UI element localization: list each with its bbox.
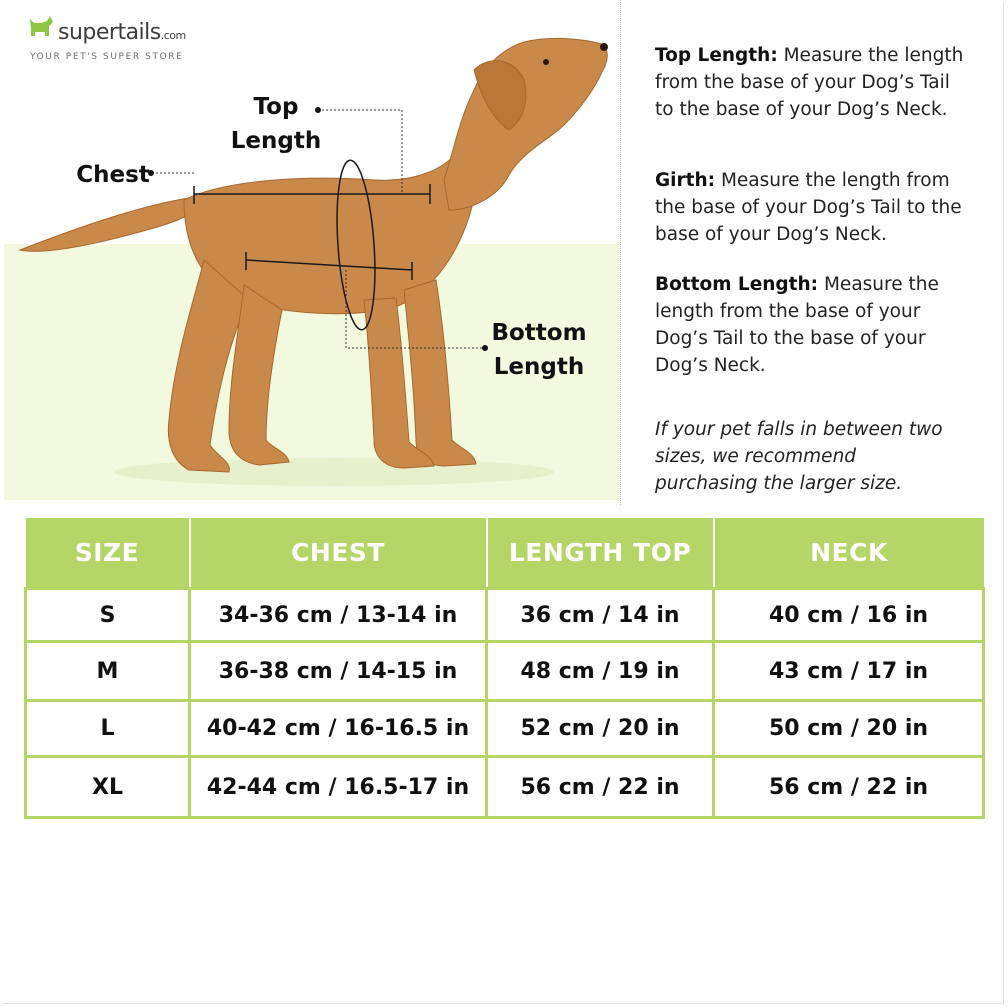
length-top-cell: 48 cm / 19 in [487,642,714,701]
length-top-cell: 56 cm / 22 in [487,757,714,818]
table-row [26,757,984,818]
dog-eye [543,59,549,65]
size-cell: L [26,701,190,757]
chest-cell: 34-36 cm / 13-14 in [190,589,487,642]
size-note: If your pet falls in between two sizes, we recommend purchasing the larger size. [655,419,943,494]
header-size: SIZE [26,518,190,589]
dog-measurement-illustration [4,0,620,500]
neck-cell: 43 cm / 17 in [714,642,984,701]
length-top-cell: 36 cm / 14 in [487,589,714,642]
length-top-cell: 52 cm / 20 in [487,701,714,757]
supertails-logo[interactable] [28,14,198,66]
header-chest: CHEST [190,518,487,589]
chest-cell: 42-44 cm / 16.5-17 in [190,757,487,818]
size-cell: M [26,642,190,701]
bottom-length-label: Bottom Length [491,320,587,380]
size-cell: S [26,589,190,642]
chest-cell: 40-42 cm / 16-16.5 in [190,701,487,757]
size-chart-table [24,518,985,819]
top-length-instruction: Top Length: Measure the length from the base of your Dog’s Tail to the base of your Dog’s Neck. [655,45,964,120]
bottom-length-instruction: Bottom Length: Measure the length from the base of your Dog’s Tail to the base of your Dog’s Neck. [655,274,939,376]
dog-nose [600,43,608,51]
size-cell: XL [26,757,190,818]
table-row [26,589,984,642]
dog-diagram [4,0,620,500]
table-row [26,701,984,757]
top-length-label: Top Length [230,94,322,154]
neck-cell: 40 cm / 16 in [714,589,984,642]
logo-tagline: YOUR PET'S SUPER STORE [30,52,184,62]
table-header-row [26,518,984,589]
chest-label: Chest [76,162,150,188]
table-row [26,642,984,701]
neck-cell: 50 cm / 20 in [714,701,984,757]
girth-instruction: Girth: Measure the length from the base of your Dog’s Tail to the base of your Dog’s Neck. [655,170,962,245]
section-divider [620,0,621,505]
chest-cell: 36-38 cm / 14-15 in [190,642,487,701]
logo-wordmark: supertails.com [58,20,186,45]
header-neck: NECK [714,518,984,589]
dog-logo-icon [28,14,56,42]
neck-cell: 56 cm / 22 in [714,757,984,818]
header-length-top: LENGTH TOP [487,518,714,589]
